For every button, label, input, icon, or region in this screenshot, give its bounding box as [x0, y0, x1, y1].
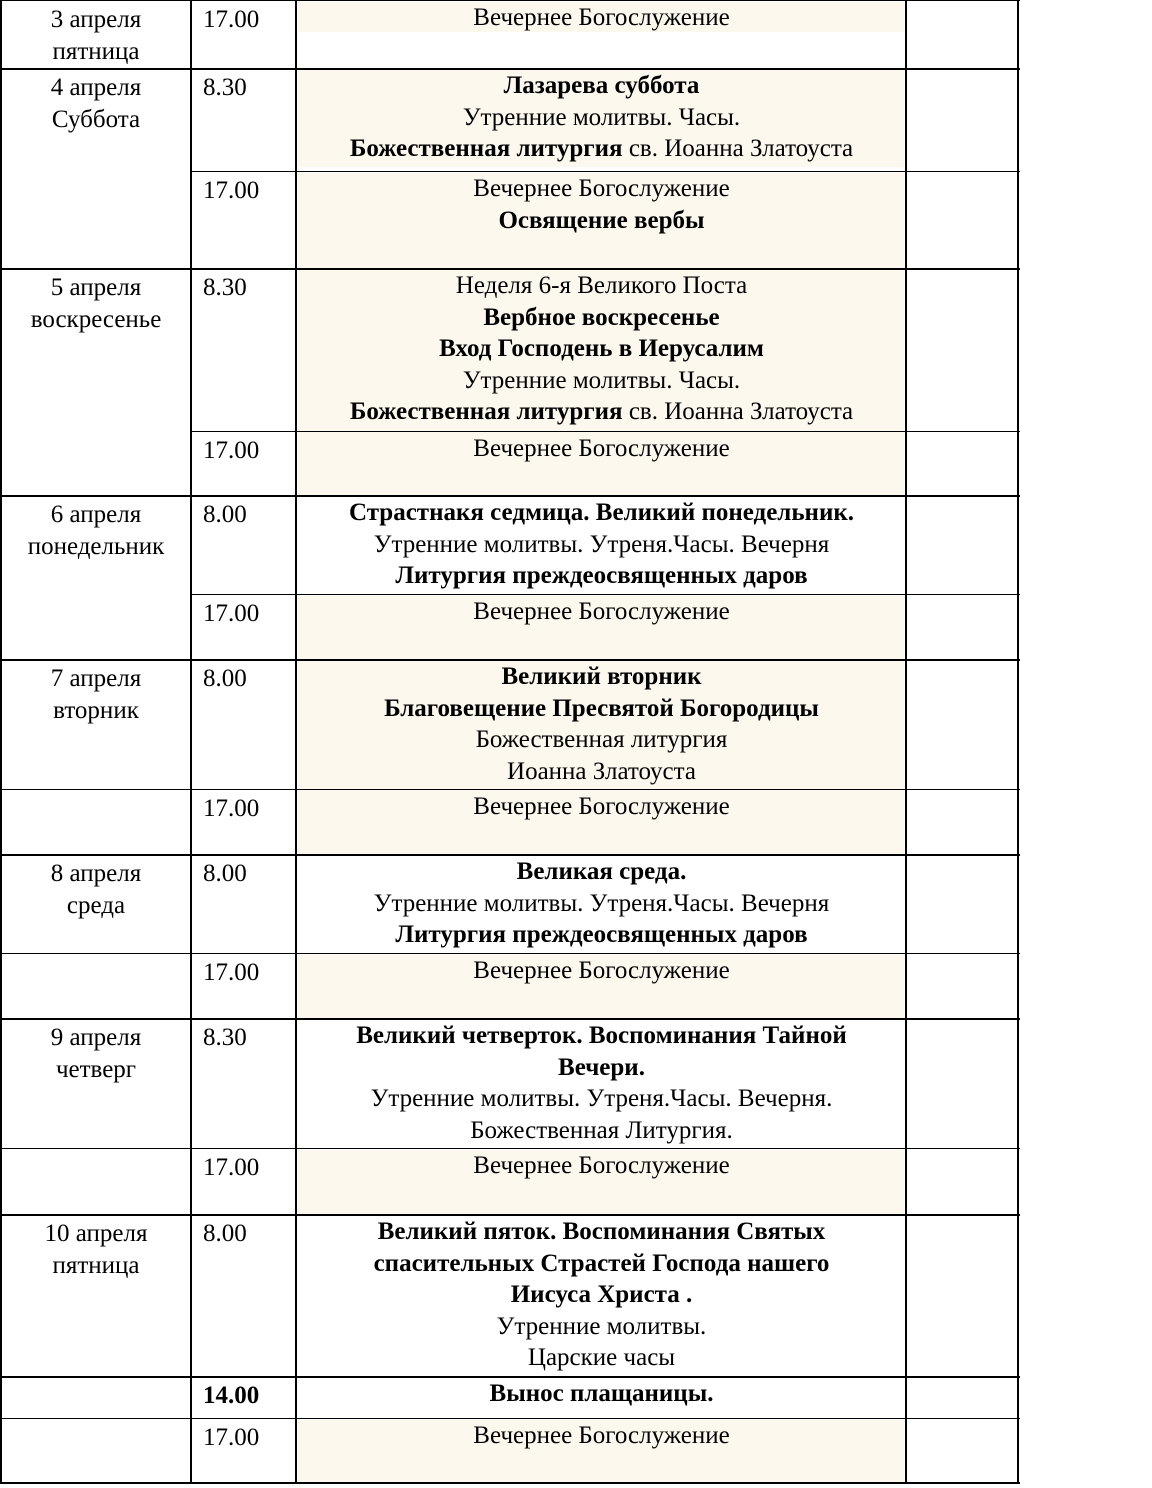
date-line: 10 апреля [44, 1220, 148, 1247]
date-line: 4 апреля [50, 74, 142, 101]
time-cell: 17.00 [203, 437, 260, 464]
date-line: 5 апреля [50, 274, 142, 301]
service-text: Великий четверток. Воспоминания Тайной [356, 1022, 847, 1049]
time-cell: 8.30 [203, 1024, 247, 1051]
service-line [298, 919, 905, 951]
service-text: Утренние молитвы. Утреня.Часы. Вечерня [373, 889, 830, 917]
service-line [298, 1083, 905, 1115]
service-text: Вечернее Богослужение [473, 793, 730, 820]
service-line [298, 173, 905, 205]
time-cell: 17.00 [203, 1424, 260, 1451]
service-line [298, 333, 905, 365]
row-divider [191, 594, 1020, 595]
service-text: Утренние молитвы. Часы. [462, 103, 741, 131]
time-cell: 17.00 [203, 795, 260, 822]
service-cell [298, 173, 905, 236]
service-cell [298, 270, 905, 428]
service-line [298, 1342, 905, 1374]
time-cell: 8.30 [203, 74, 247, 101]
service-text: Неделя 6-я Великого Поста [455, 272, 748, 299]
row-divider [0, 1418, 1020, 1419]
time-cell: 8.00 [203, 1220, 247, 1247]
service-text: Вечернее Богослужение [473, 957, 730, 984]
service-cell [298, 1378, 905, 1410]
service-text: Благовещение Пресвятой Богородицы [384, 694, 819, 722]
service-text: Вынос плащаницы. [489, 1380, 714, 1407]
date-line: вторник [53, 696, 139, 724]
service-text: Вечернее Богослужение [473, 175, 730, 202]
service-line [298, 133, 905, 165]
row-divider [0, 953, 1020, 954]
time-cell: 17.00 [203, 177, 260, 204]
service-line [298, 302, 905, 334]
service-text: Божественная Литургия. [470, 1116, 733, 1144]
service-cell [298, 2, 905, 34]
date-line: среда [66, 891, 126, 919]
service-text: Вечери. [558, 1053, 645, 1081]
date-line: 6 апреля [50, 501, 142, 528]
row-divider [0, 1148, 1020, 1149]
service-text: Вечернее Богослужение [473, 1152, 730, 1179]
service-line [298, 1279, 905, 1311]
service-text: Утренние молитвы. [496, 1312, 707, 1340]
service-text: Утренние молитвы. Утреня.Часы. Вечерня. [370, 1085, 833, 1112]
date-cell [2, 858, 190, 921]
date-line: пятница [52, 1251, 140, 1279]
service-line [298, 497, 905, 529]
service-line [298, 724, 905, 756]
service-line [298, 102, 905, 134]
service-cell [298, 70, 905, 165]
date-cell [2, 499, 190, 562]
service-line [298, 1052, 905, 1084]
row-divider [0, 1376, 1020, 1378]
service-line [298, 270, 905, 302]
service-text: Царские часы [527, 1344, 676, 1371]
date-cell [2, 1218, 190, 1281]
service-text: Страстнакя седмица. Великий понедельник. [348, 499, 855, 526]
date-cell [2, 72, 190, 135]
time-cell: 14.00 [203, 1382, 260, 1409]
service-line [298, 955, 905, 987]
service-line [298, 1420, 905, 1452]
date-line: 8 апреля [50, 860, 142, 887]
service-cell [298, 791, 905, 823]
row-divider [0, 1214, 1020, 1216]
column-border [190, 0, 192, 1484]
service-text-rest: св. Иоанна Златоуста [622, 398, 854, 425]
service-text: Великая среда. [516, 858, 687, 885]
service-cell [298, 433, 905, 465]
service-cell [298, 1420, 905, 1452]
service-line [298, 433, 905, 465]
service-cell [298, 596, 905, 628]
time-cell: 8.30 [203, 274, 247, 301]
service-line [298, 1020, 905, 1052]
row-divider [0, 0, 1020, 1]
service-cell [298, 1216, 905, 1374]
row-divider [0, 854, 1020, 856]
service-line [298, 365, 905, 397]
service-cell [298, 661, 905, 787]
row-divider [0, 68, 1020, 70]
service-text: Вечернее Богослужение [473, 435, 730, 462]
service-text: Вербное воскресенье [483, 303, 720, 331]
time-cell: 17.00 [203, 1154, 260, 1181]
date-line: 9 апреля [50, 1024, 142, 1051]
row-divider [0, 1018, 1020, 1020]
date-line: пятница [52, 37, 140, 65]
row-divider [0, 659, 1020, 661]
service-text: Лазарева суббота [503, 72, 700, 99]
row-divider [191, 171, 1020, 172]
service-cell [298, 955, 905, 987]
row-divider [0, 268, 1020, 270]
service-text: Иоанна Златоуста [507, 757, 696, 785]
service-cell [298, 1020, 905, 1146]
column-border [905, 0, 907, 1484]
row-divider [0, 789, 1020, 790]
date-line: понедельник [27, 532, 165, 560]
service-line [298, 1311, 905, 1343]
service-text: Вечернее Богослужение [473, 4, 730, 31]
date-line: Суббота [51, 105, 141, 133]
service-text: Литургия преждеосвященных даров [395, 921, 808, 948]
row-divider [0, 495, 1020, 497]
service-text: Литургия преждеосвященных даров [395, 562, 808, 589]
service-cell [298, 497, 905, 592]
service-text: Иисуса Христа . [510, 1281, 693, 1308]
service-line [298, 70, 905, 102]
service-line [298, 693, 905, 725]
date-cell [2, 663, 190, 726]
service-text: Утренние молитвы. Часы. [462, 366, 741, 394]
date-line: воскресенье [30, 305, 162, 333]
service-text: Вход Господень в Иерусалим [439, 335, 764, 362]
time-cell: 17.00 [203, 600, 260, 627]
date-line: 3 апреля [50, 6, 142, 33]
service-text-rest: св. Иоанна Златоуста [622, 135, 854, 162]
date-line: 7 апреля [50, 665, 142, 692]
service-text: спасительных Страстей Господа нашего [373, 1249, 830, 1277]
service-text: Божественная литургия [349, 398, 623, 425]
service-line [298, 1216, 905, 1248]
date-cell [2, 272, 190, 335]
service-line [298, 791, 905, 823]
column-border [0, 0, 2, 1484]
service-text: Вечернее Богослужение [473, 598, 730, 625]
time-cell: 17.00 [203, 959, 260, 986]
service-line [298, 1248, 905, 1280]
service-cell [298, 856, 905, 951]
time-cell: 8.00 [203, 860, 247, 887]
column-border [295, 0, 297, 1484]
service-text: Божественная литургия [475, 726, 728, 753]
service-text: Освящение вербы [498, 206, 705, 234]
service-line [298, 205, 905, 237]
service-line [298, 661, 905, 693]
service-line [298, 2, 905, 34]
service-line [298, 596, 905, 628]
service-line [298, 1378, 905, 1410]
row-divider [0, 1482, 1020, 1484]
row-divider [191, 431, 1020, 432]
service-text: Божественная литургия [349, 135, 623, 162]
time-cell: 17.00 [203, 6, 260, 33]
time-cell: 8.00 [203, 501, 247, 528]
service-text: Вечернее Богослужение [473, 1422, 730, 1449]
service-text: Великий пяток. Воспоминания Святых [377, 1218, 826, 1245]
service-line [298, 1150, 905, 1182]
service-cell [298, 1150, 905, 1182]
date-cell [2, 4, 190, 67]
service-text: Великий вторник [501, 663, 702, 690]
service-line [298, 560, 905, 592]
date-cell [2, 1022, 190, 1085]
service-text: Утренние молитвы. Утреня.Часы. Вечерня [373, 530, 830, 558]
date-line: четверг [55, 1055, 137, 1083]
service-line [298, 756, 905, 788]
service-line [298, 856, 905, 888]
column-border [1017, 0, 1019, 1484]
time-cell: 8.00 [203, 665, 247, 692]
service-line [298, 529, 905, 561]
service-line [298, 396, 905, 428]
service-line [298, 1115, 905, 1147]
service-line [298, 888, 905, 920]
